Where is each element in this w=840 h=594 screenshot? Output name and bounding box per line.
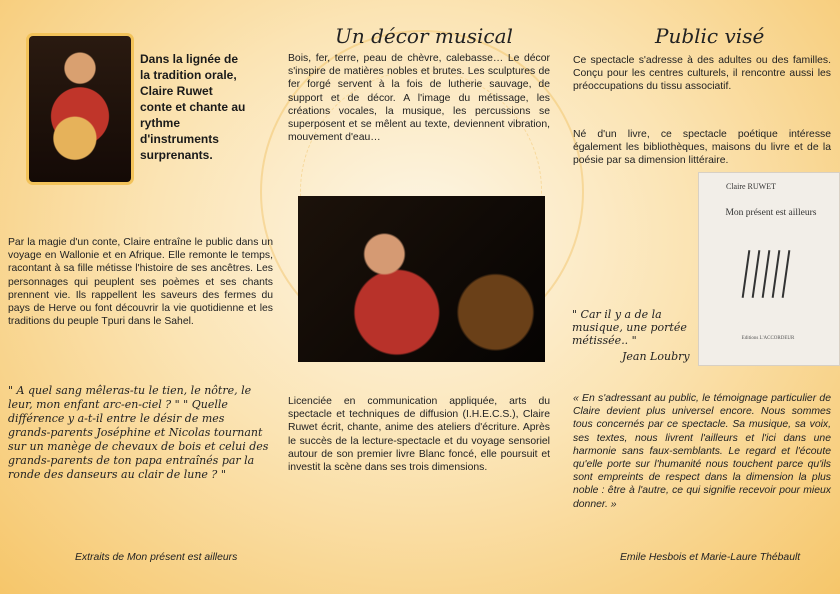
middle-title: Un décor musical: [335, 24, 513, 48]
left-quote: " A quel sang mêleras-tu le tien, le nôtre, le leur, mon enfant arc-en-ciel ? " " Quelle différence y a-t-il entre le désir de mes grands-parents Joséphine et Nicolas tournant sur un manège de chevaux de bois et celui des grands-parents de ton papa entraînés par la ronde des danseurs au clair de lune ? ": [8, 384, 269, 481]
left-paragraph: Par la magie d'un conte, Claire entraîne le public dans un voyage en Wallonie et en Afrique. Elle remonte le temps, racontant à sa fille métisse l'histoire de ses ancêtres. Les personnages qui peuplent ses poèmes et ses chants prennent vie. Ils rappellent les saveurs des fermes du pays de Herve ou font découvrir la vie quotidienne et les traditions du peuple Tpuri dans le Sahel.: [8, 237, 273, 328]
handwritten-quote: " Car il y a de la musique, une portée métissée.. ": [572, 308, 687, 347]
right-caption: Emile Hesbois et Marie-Laure Thébault: [620, 552, 801, 563]
stage-photo: [298, 196, 545, 362]
right-paragraph-1: Ce spectacle s'adresse à des adultes ou des familles. Conçu pour les centres culturels, il rencontre aussi les préoccupations du tissu associatif.: [573, 55, 831, 93]
handwritten-author: Jean Loubry: [622, 350, 690, 363]
right-title: Public visé: [655, 24, 765, 48]
book-author: Claire RUWET: [726, 182, 776, 191]
performer-photo: [29, 36, 131, 182]
book-publisher: Editions L'ACCORDEUR: [741, 336, 795, 341]
intro-text: Dans la lignée de la tradition orale, Claire Ruwet conte et chante au rythme d'instruments surprenants.: [140, 52, 246, 162]
right-paragraph-2: Né d'un livre, ce spectacle poétique intéresse également les bibliothèques, maisons du livre et de la poésie par sa dimension littéraire.: [573, 129, 831, 167]
book-title: Mon présent est ailleurs: [725, 208, 817, 218]
middle-paragraph: Bois, fer, terre, peau de chèvre, calebasse… Le décor s'inspire de matières nobles et brutes. Les sculptures de fer forgé servent à la fois de lutherie sauvage, de support et de décor. A l'image du métissage, les créations vocales, la musique, les percussions se superposent et se mêlent au texte, deviennent vibration, mouvement d'eau…: [288, 53, 550, 144]
middle-bio: Licenciée en communication appliquée, arts du spectacle et techniques de diffusion (I.H.E.C.S.), Claire Ruwet écrit, chante, anime des ateliers d'écriture. Après le succès de la lecture-spectacle et du voyage sensoriel autour de son premier livre Blanc foncé, elle poursuit et investit la scène dans ses trois dimensions.: [288, 396, 550, 474]
left-caption: Extraits de Mon présent est ailleurs: [75, 552, 238, 563]
right-quote: « En s'adressant au public, le témoignage particulier de Claire devient plus universel encore. Nous sommes tous concernés par ce spectacle. Sa musique, sa voix, ses textes, nous livrent l'ailleurs et l'ici dans une harmonie sans faux-semblants. Le regard et l'écoute qu'elle porte sur l'humanité nous touchent parce qu'ils sont empreints de respect dans la dimension la plus noble : être à l'autre, ce qui signifie recevoir pour mieux donner. »: [573, 393, 831, 510]
